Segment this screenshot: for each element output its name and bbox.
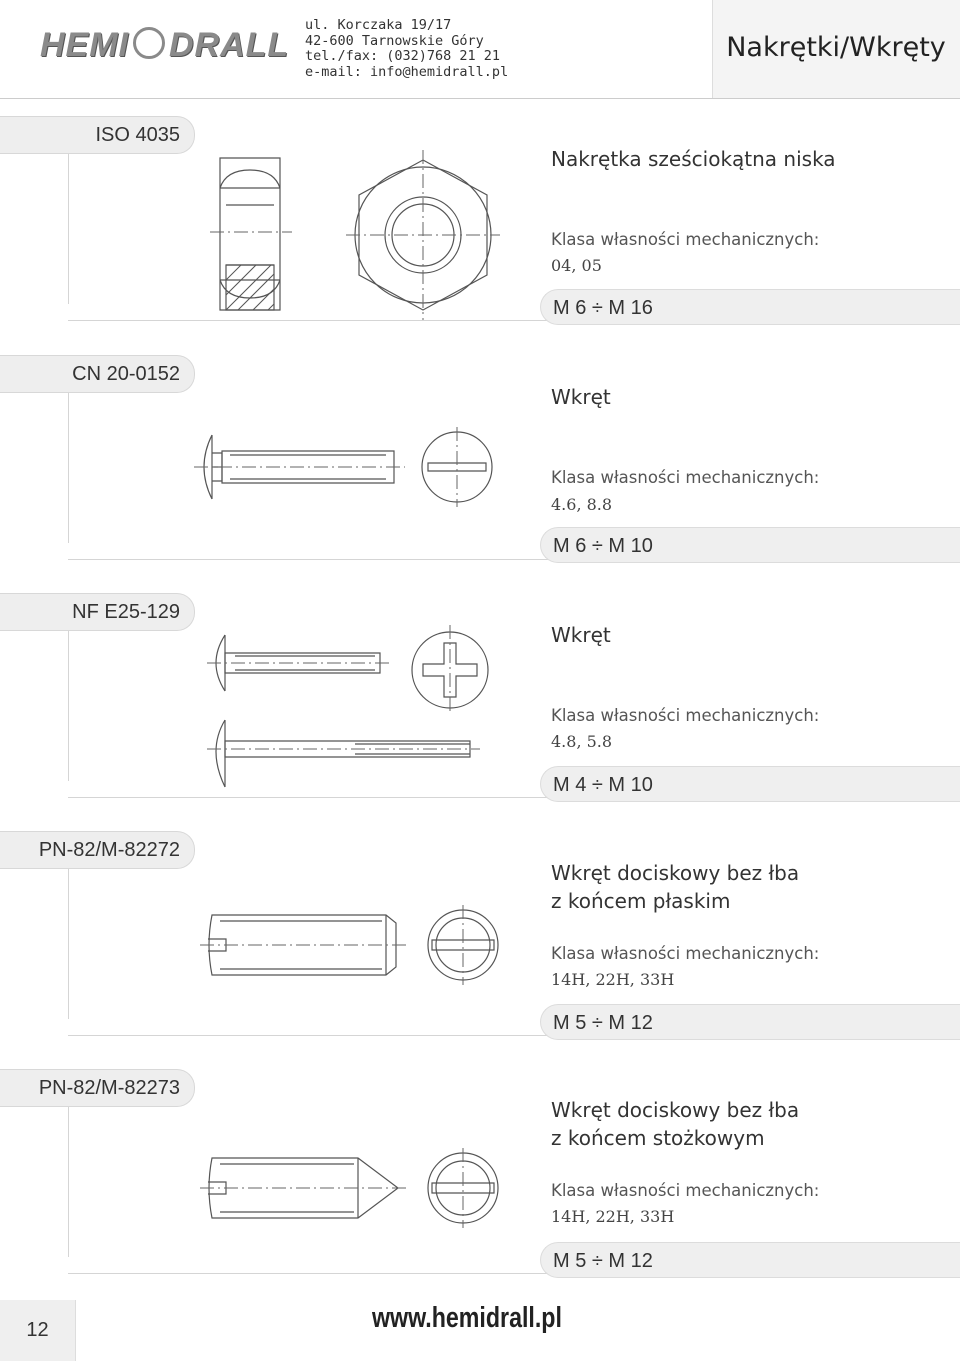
- product-title: Wkręt dociskowy bez łba: [551, 861, 800, 885]
- standard-label: NF E25-129: [0, 593, 195, 631]
- company-address: [305, 18, 508, 80]
- class-value: 04, 05: [551, 256, 602, 275]
- section-frame: [68, 631, 69, 781]
- product-title: Wkręt: [551, 385, 611, 409]
- address-street: ul. Korczaka 19/17: [305, 17, 452, 33]
- class-value: 4.6, 8.8: [551, 495, 613, 514]
- class-label: Klasa własności mechanicznych:: [551, 706, 820, 725]
- class-value: 14H, 22H, 33H: [551, 1207, 675, 1226]
- size-range: M 4 ÷ M 10: [540, 766, 960, 802]
- section-frame: [68, 1273, 548, 1274]
- hex-nut-drawing: [196, 150, 516, 320]
- class-label: Klasa własności mechanicznych:: [551, 468, 820, 487]
- class-label: Klasa własności mechanicznych:: [551, 230, 820, 249]
- size-range: M 5 ÷ M 12: [540, 1242, 960, 1278]
- address-city: 42-600 Tarnowskie Góry: [305, 32, 484, 49]
- product-title: z końcem płaskim: [551, 889, 731, 913]
- carriage-screw-drawing: [190, 425, 500, 510]
- website-link[interactable]: www.hemidrall.pl: [372, 1302, 562, 1334]
- product-title: z końcem stożkowym: [551, 1126, 765, 1150]
- address-phone: tel./fax: (032)768 21 21: [305, 48, 501, 64]
- address-email: e-mail: info@hemidrall.pl: [305, 63, 509, 80]
- page-number: 12: [0, 1300, 76, 1361]
- class-label: Klasa własności mechanicznych:: [551, 944, 820, 963]
- class-value: 14H, 22H, 33H: [551, 970, 675, 989]
- standard-label: PN-82/M-82273: [0, 1069, 195, 1107]
- section-frame: [68, 559, 548, 560]
- size-range: M 6 ÷ M 16: [540, 289, 960, 325]
- bolt-logo-icon: [133, 27, 165, 59]
- section-frame: [68, 1107, 69, 1257]
- section-frame: [68, 869, 69, 1019]
- standard-label: PN-82/M-82272: [0, 831, 195, 869]
- product-title: Wkręt: [551, 623, 611, 647]
- standard-label: CN 20-0152: [0, 355, 195, 393]
- set-screw-cone-drawing: [198, 1148, 503, 1228]
- section-frame: [68, 1035, 548, 1036]
- company-logo: HEMI DRALL: [40, 26, 290, 64]
- section-frame: [68, 393, 69, 543]
- set-screw-flat-drawing: [198, 905, 503, 985]
- category-title: Nakrętki/Wkręty: [726, 32, 946, 63]
- standard-label: ISO 4035: [0, 116, 195, 154]
- class-value: 4.8, 5.8: [551, 732, 613, 751]
- section-frame: [68, 320, 548, 321]
- class-label: Klasa własności mechanicznych:: [551, 1181, 820, 1200]
- section-frame: [68, 154, 69, 304]
- product-title: Wkręt dociskowy bez łba: [551, 1098, 800, 1122]
- size-range: M 5 ÷ M 12: [540, 1004, 960, 1040]
- size-range: M 6 ÷ M 10: [540, 527, 960, 563]
- header-divider: [0, 98, 960, 99]
- phillips-screw-drawing: [195, 625, 500, 800]
- product-title: Nakrętka sześciokątna niska: [551, 147, 836, 171]
